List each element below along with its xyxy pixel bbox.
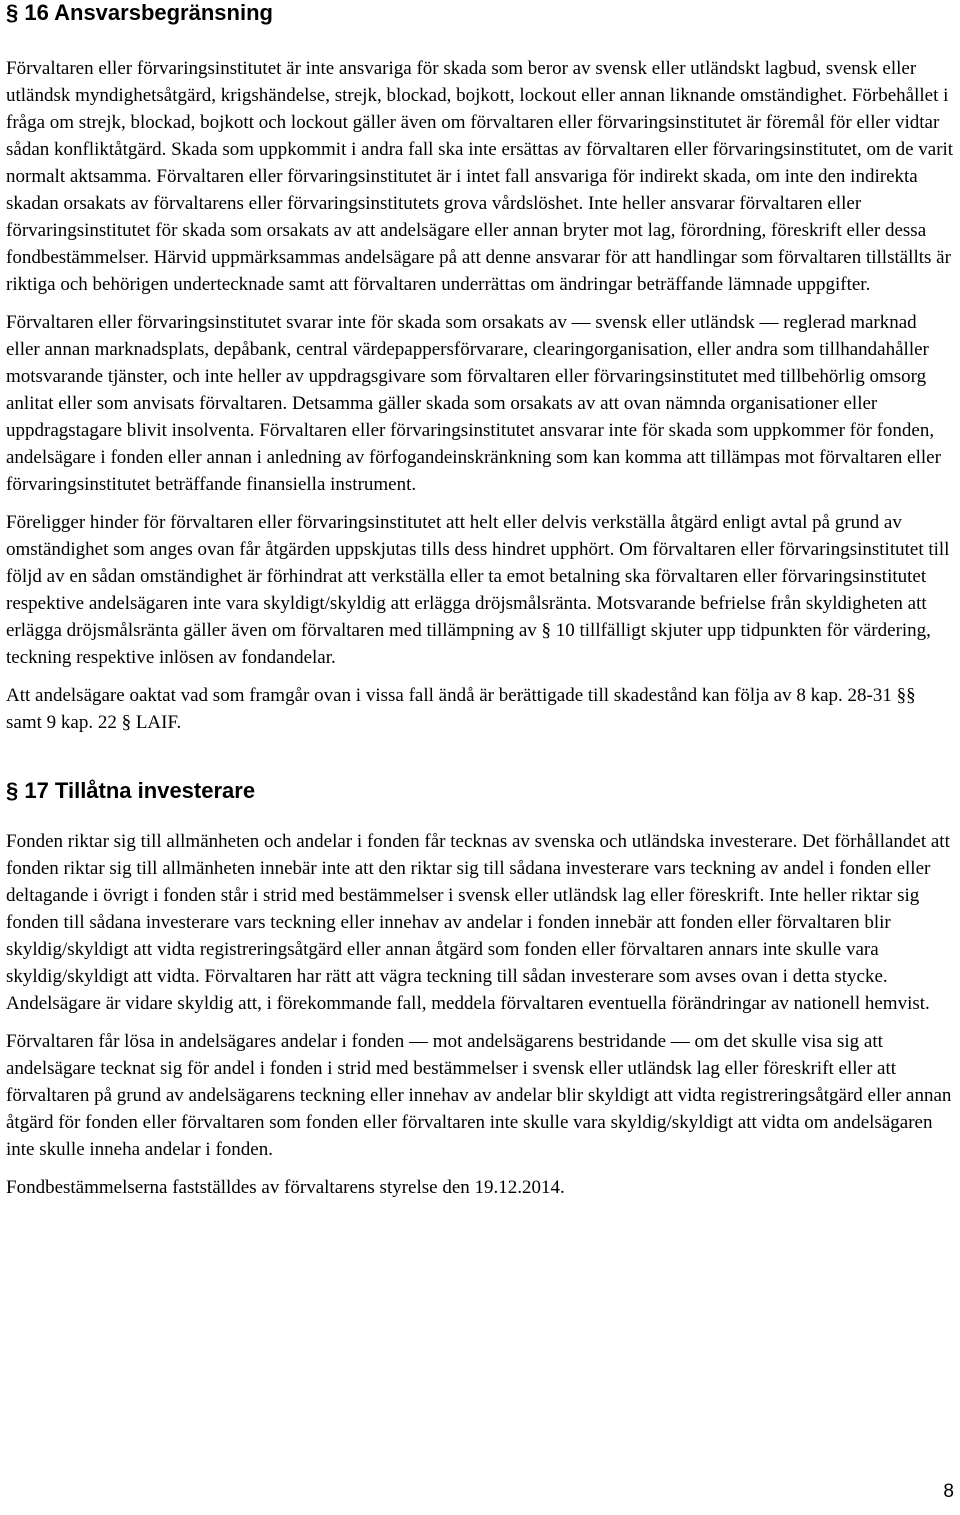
section-16-paragraph-4: Att andelsägare oaktat vad som framgår ovan i vissa fall ändå är berättigade till skadestånd kan följa av 8 kap. 28-31 §§ samt 9 kap. 22 § LAIF. (6, 685, 916, 733)
section-16-paragraph-1: Förvaltaren eller förvaringsinstitutet är inte ansvariga för skada som beror av svensk eller utländskt lagbud, svensk eller utländsk myndighetsåtgärd, krigshändelse, strejk, blockad, bojkott, lockout eller annan liknande omständighet. Förbehållet i fråga om strejk, blockad, bojkott och lockout gäller även om förvaltaren eller förvaringsinstitutet är föremål för eller vidtar sådan konfliktåtgärd. Skada som uppkommit i andra fall ska inte ersättas av förvaltaren eller förvaringsinstitutet, om de varit normalt aktsamma. Förvaltaren eller förvaringsinstitutet är i intet fall ansvariga för indirekt skada, om inte den indirekta skadan orsakats av förvaltarens eller förvaringsinstitutets grova vårdslöshet. Inte heller ansvarar förvaltaren eller förvaringsinstitutet för skada som orsakats av att andelsägare eller annan bryter mot lag, förordning, föreskrift eller dessa fondbestämmelser. Härvid uppmärksammas andelsägare på att denne ansvarar för att handlingar som förvaltaren tillställts är riktiga och behörigen undertecknade samt att förvaltaren underrättas om ändringar beträffande lämnade uppgifter. (6, 58, 954, 295)
closing-statement: Fondbestämmelserna fastställdes av förvaltarens styrelse den 19.12.2014. (6, 1177, 565, 1198)
document-page (6, 0, 954, 1201)
section-16-paragraph-2: Förvaltaren eller förvaringsinstitutet svarar inte för skada som orsakats av — svensk eller utländsk — reglerad marknad eller annan marknadsplats, depåbank, central värdepappersförvarare, clearingorganisation, eller andra som tillhandahåller motsvarande tjänster, och inte heller av uppdragsgivare som förvaltaren eller förvaringsinstitutet med tillbehörlig omsorg anlitat eller som anvisats förvaltaren. Detsamma gäller skada som orsakats av att ovan nämnda organisationer eller uppdragstagare blivit insolventa. Förvaltaren eller förvaringsinstitutet ansvarar inte för skada som uppkommer för fonden, andelsägare i fonden eller annan i anledning av förfogandeinskränkning som kan komma att tillämpas mot förvaltaren eller förvaringsinstitutet beträffande finansiella instrument. (6, 312, 941, 495)
section-17-paragraph-2: Förvaltaren får lösa in andelsägares andelar i fonden — mot andelsägarens bestridande — om det skulle visa sig att andelsägare tecknat sig för andel i fonden i strid med bestämmelser i svensk eller utländsk lag eller föreskrift eller att förvaltaren på grund av andelsägarens teckning eller innehav av andelar blir skyldigt att vidta registreringsåtgärd eller annan åtgärd för fonden eller förvaltaren som fonden eller förvaltaren inte skulle vara skyldig/skyldigt att vidta om andelsägaren inte skulle inneha andelar i fonden. (6, 1031, 952, 1160)
section-17-paragraph-1: Fonden riktar sig till allmänheten och andelar i fonden får tecknas av svenska och utländska investerare. Det förhållandet att fonden riktar sig till allmänheten innebär inte att den riktar sig till sådana investerare vars teckning av andel i fonden eller deltagande i övrigt i fonden står i strid med bestämmelser i svensk eller utländsk lag eller föreskrift. Inte heller riktar sig fonden till sådana investerare vars teckning eller innehav av andelar i fonden innebär att fonden eller förvaltaren blir skyldig/skyldigt att vidta registreringsåtgärd eller annan åtgärd som fonden eller förvaltaren annars inte skulle vara skyldig/skyldigt att vidta. Förvaltaren har rätt att vägra teckning till sådan investerare som avses ovan i detta stycke. Andelsägare är vidare skyldig att, i förekommande fall, meddela förvaltaren eventuella förändringar av nationell hemvist. (6, 831, 950, 1014)
section-16-heading: § 16 Ansvarsbegränsning (6, 0, 273, 25)
section-spacer (6, 736, 954, 778)
page-number: 8 (943, 1481, 954, 1502)
section-17-heading: § 17 Tillåtna investerare (6, 778, 256, 803)
section-16-paragraph-3: Föreligger hinder för förvaltaren eller förvaringsinstitutet att helt eller delvis verkställa åtgärd enligt avtal på grund av omständighet som anges ovan får åtgärden uppskjutas tills dess hindret upphört. Om förvaltaren eller förvaringsinstitutet till följd av en sådan omständighet är förhindrat att verkställa eller ta emot betalning ska förvaltaren eller förvaringsinstitutet respektive andelsägaren inte vara skyldigt/skyldig att erlägga dröjsmålsränta. Motsvarande befrielse från skyldigheten att erlägga dröjsmålsränta gäller även om förvaltaren med tillämpning av § 10 tillfälligt skjuter upp tidpunkten för värdering, teckning respektive inlösen av fondandelar. (6, 512, 950, 668)
